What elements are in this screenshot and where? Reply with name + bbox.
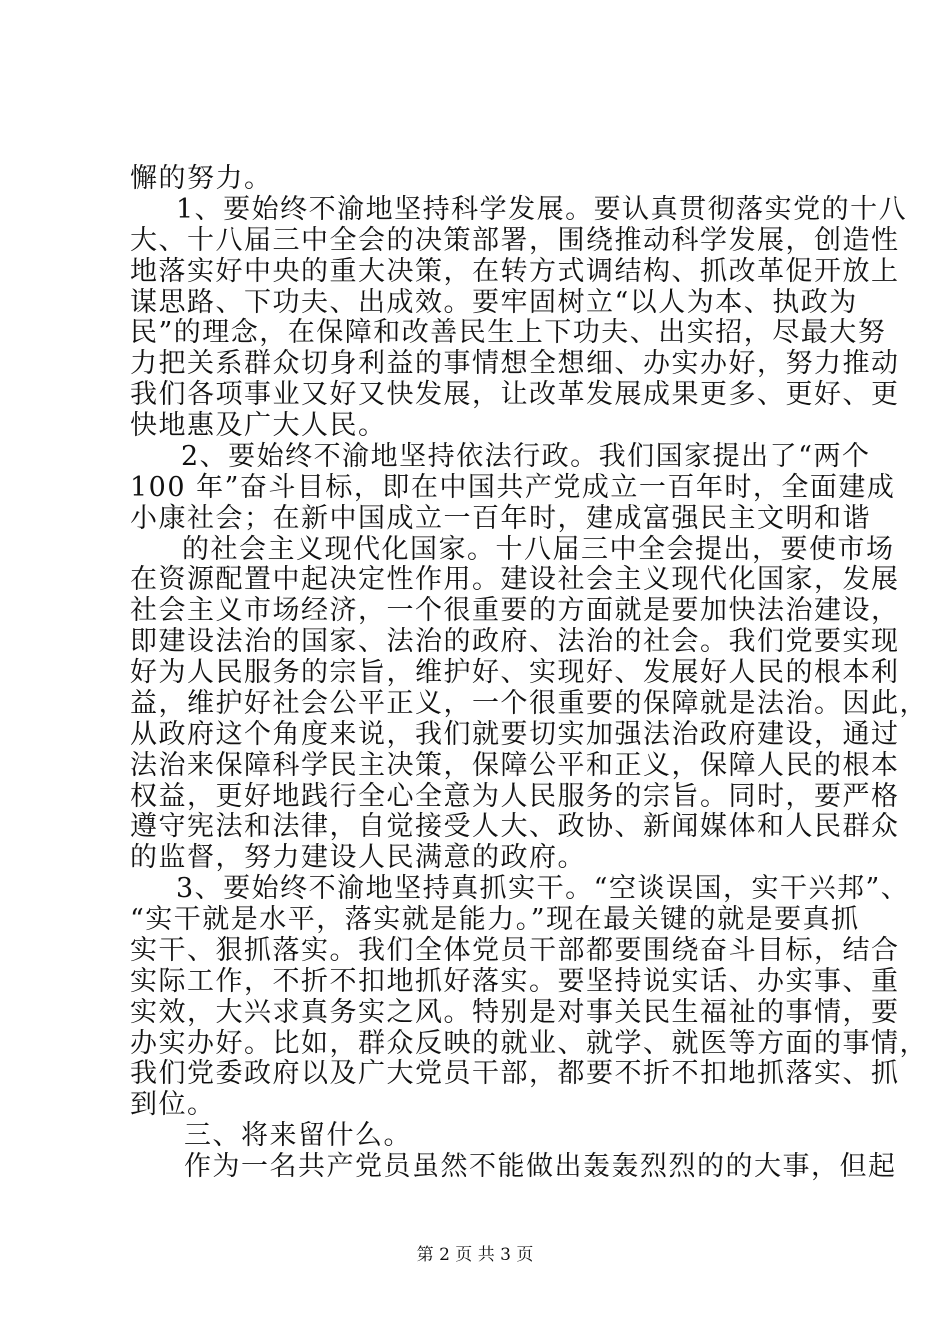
text-line: 的社会主义现代化国家。十八届三中全会提出，要使市场 xyxy=(182,534,895,565)
text-line: 100 年”奋斗目标，即在中国共产党成立一百年时，全面建成 xyxy=(130,472,896,503)
page-number-footer: 第 2 页 共 3 页 xyxy=(416,1245,534,1265)
text-line: 益，维护好社会公平正义，一个很重要的保障就是法治。因此， xyxy=(130,688,928,719)
text-line: 在资源配置中起决定性作用。建设社会主义现代化国家，发展 xyxy=(130,564,900,595)
text-line: 到位。 xyxy=(130,1089,216,1120)
text-line: 谋思路、下功夫、出成效。要牢固树立“以人为本、执政为 xyxy=(130,287,858,318)
text-line: 小康社会；在新中国成立一百年时，建成富强民主文明和谐 xyxy=(130,503,871,534)
text-line: 民”的理念，在保障和改善民生上下功夫、出实招，尽最大努 xyxy=(130,317,887,348)
text-line: 遵守宪法和法律，自觉接受人大、政协、新闻媒体和人民群众 xyxy=(130,811,900,842)
text-line: 大、十八届三中全会的决策部署，围绕推动科学发展，创造性 xyxy=(130,225,900,256)
text-line: 从政府这个角度来说，我们就要切实加强法治政府建设，通过 xyxy=(130,719,900,750)
text-line: 3、要始终不渝地坚持真抓实干。“空谈误国，实干兴邦”、 xyxy=(176,873,910,904)
text-line: 三、将来留什么。 xyxy=(184,1120,412,1151)
text-line: “实干就是水平，落实就是能力。”现在最关键的就是要真抓 xyxy=(130,904,860,935)
text-line: 2、要始终不渝地坚持依法行政。我们国家提出了“两个 xyxy=(181,441,871,472)
text-line: 地落实好中央的重大决策，在转方式调结构、抓改革促开放上 xyxy=(130,256,900,287)
text-line: 好为人民服务的宗旨，维护好、实现好、发展好人民的根本利 xyxy=(130,657,900,688)
text-line: 社会主义市场经济，一个很重要的方面就是要加快法治建设， xyxy=(130,595,900,626)
text-line: 实效，大兴求真务实之风。特别是对事关民生福祉的事情，要 xyxy=(130,997,900,1028)
text-line: 懈的努力。 xyxy=(130,163,273,194)
text-line: 我们各项事业又好又快发展，让改革发展成果更多、更好、更 xyxy=(130,379,900,410)
text-line: 实干、狠抓落实。我们全体党员干部都要围绕奋斗目标，结合 xyxy=(130,935,900,966)
text-line: 办实办好。比如，群众反映的就业、就学、就医等方面的事情， xyxy=(130,1028,928,1059)
text-line: 法治来保障科学民主决策，保障公平和正义，保障人民的根本 xyxy=(130,750,900,781)
text-line: 的监督，努力建设人民满意的政府。 xyxy=(130,842,586,873)
text-line: 1、要始终不渝地坚持科学发展。要认真贯彻落实党的十八 xyxy=(176,194,908,225)
text-line: 即建设法治的国家、法治的政府、法治的社会。我们党要实现 xyxy=(130,626,900,657)
text-line: 实际工作，不折不扣地抓好落实。要坚持说实话、办实事、重 xyxy=(130,966,900,997)
text-line: 作为一名共产党员虽然不能做出轰轰烈烈的的大事，但起 xyxy=(184,1151,897,1182)
text-line: 快地惠及广大人民。 xyxy=(130,410,387,441)
text-line: 权益，更好地践行全心全意为人民服务的宗旨。同时，要严格 xyxy=(130,781,900,812)
text-line: 我们党委政府以及广大党员干部，都要不折不扣地抓落实、抓 xyxy=(130,1058,900,1089)
text-line: 力把关系群众切身利益的事情想全想细、办实办好，努力推动 xyxy=(130,348,900,379)
